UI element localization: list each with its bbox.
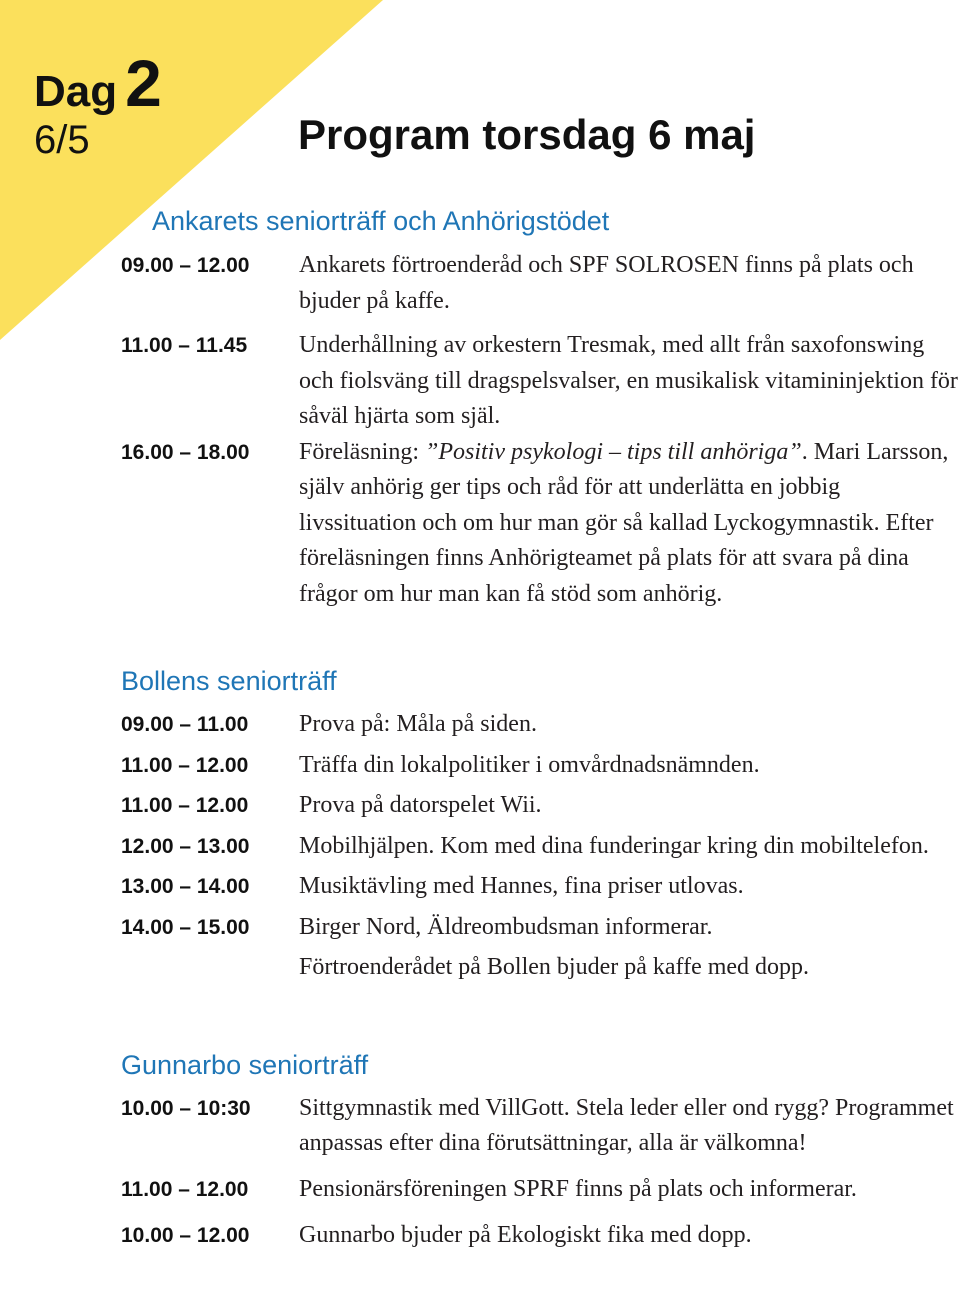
schedule-text: Birger Nord, Äldreombudsman informerar.	[299, 913, 713, 940]
schedule-row	[121, 869, 959, 904]
schedule-time: 10.00 – 12.00	[121, 1224, 250, 1247]
schedule-text: Underhållning av orkestern Tresmak, med allt från saxofonswing och fiolsväng till dragspelsvalser, en musikalisk vitamininjektion för såväl hjärta som själ.	[299, 332, 958, 429]
schedule-row	[121, 248, 960, 319]
schedule-text: Prova på datorspelet Wii.	[299, 792, 542, 818]
schedule-row	[121, 707, 959, 742]
section-heading: Gunnarbo seniorträff	[121, 1050, 369, 1080]
section-gunnarbo	[121, 1047, 959, 1253]
schedule-row	[121, 910, 959, 945]
schedule-time: 14.00 – 15.00	[121, 915, 250, 939]
schedule-text: Mobilhjälpen. Kom med dina funderingar kring din mobiltelefon.	[299, 832, 929, 859]
schedule-row	[121, 1091, 959, 1161]
section-note: Förtroenderådet på Bollen bjuder på kaffe med dopp.	[299, 954, 810, 980]
section-ankarets	[152, 203, 609, 239]
lecture-label: Föreläsning:	[299, 438, 425, 465]
schedule-time: 09.00 – 11.00	[121, 713, 249, 736]
schedule-time: 10.00 – 10:30	[121, 1097, 251, 1120]
schedule-time: 11.00 – 12.00	[121, 794, 249, 817]
schedule-time: 12.00 – 13.00	[121, 834, 250, 858]
schedule-row	[121, 1172, 959, 1207]
page-title: Program torsdag 6 maj	[298, 111, 756, 158]
lecture-description: . Mari Larsson, själv anhörig ger tips och råd för att underlätta en jobbig livssituation och om hur man gör så kallad Lyckogymnastik. Efter föreläsningen finns Anhörigteamet på plats för att svara på dina frågor om hur man kan få stöd som anhörig.	[299, 438, 949, 607]
schedule-time: 09.00 – 12.00	[121, 254, 250, 277]
schedule-text: Träffa din lokalpolitiker i omvårdnadsnämnden.	[299, 751, 760, 778]
schedule-time: 13.00 – 14.00	[121, 875, 250, 898]
schedule-row	[121, 788, 959, 823]
schedule-row	[121, 1218, 959, 1253]
schedule-text	[299, 435, 960, 613]
schedule-text: Pensionärsföreningen SPRF finns på plats och informerar.	[299, 1176, 857, 1202]
section-ankarets-schedule	[121, 248, 960, 612]
section-bollens	[121, 663, 959, 985]
schedule-text: Gunnarbo bjuder på Ekologiskt fika med dopp.	[299, 1222, 752, 1248]
schedule-time: 11.00 – 11.45	[121, 334, 248, 357]
day-number: 2	[125, 46, 162, 120]
schedule-row	[121, 748, 959, 783]
section-heading: Bollens seniorträff	[121, 666, 337, 696]
schedule-row	[121, 829, 959, 864]
schedule-text: Ankarets förtroenderåd och SPF SOLROSEN finns på plats och bjuder på kaffe.	[299, 252, 914, 314]
schedule-text: Musiktävling med Hannes, fina priser utlovas.	[299, 873, 744, 899]
day-label	[34, 46, 162, 120]
schedule-time: 11.00 – 12.00	[121, 1178, 249, 1201]
day-word: Dag	[34, 67, 118, 116]
lecture-title: ”Positiv psykologi – tips till anhöriga”	[425, 438, 802, 465]
schedule-row	[121, 435, 960, 613]
schedule-text: Prova på: Måla på siden.	[299, 711, 537, 737]
day-date: 6/5	[34, 118, 90, 162]
schedule-time: 16.00 – 18.00	[121, 440, 250, 464]
section-heading: Ankarets seniorträff och Anhörigstödet	[152, 206, 610, 236]
schedule-row	[121, 328, 960, 435]
schedule-text: Sittgymnastik med VillGott. Stela leder eller ond rygg? Programmet anpassas efter dina förutsättningar, alla är välkomna!	[299, 1095, 954, 1156]
schedule-time: 11.00 – 12.00	[121, 753, 249, 777]
